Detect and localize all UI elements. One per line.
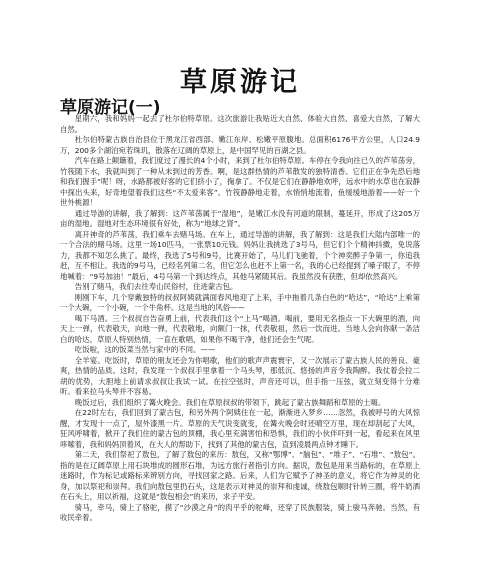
paragraph: 杜尔伯特蒙古族自治县位于黑龙江省西部、嫩江东岸、松嫩平原腹地。总面积6176平方公里，人口24.9万，200多个湖泊宛若珠玑，散落在辽阔的草原上，是中国罕见的百湖之县。 [60, 135, 420, 155]
paragraph: 晚饭过后，我们组织了篝火晚会。我们在草原叔叔的带领下，跳起了蒙古族舞蹈和草原的土嗨。 [74, 397, 386, 407]
paragraph: 全羊宴。吃饭时，草原的朋友还会为你唱歌，他们的歌声声震寰宇，又一次展示了蒙古族人民的善良、豪爽，热情的品质。这时，我发现一个叔叔手里拿着一个马头琴，那低沉、悠扬的声音令我陶醉。我仗着会拉二胡的优势，大胆地上前请求叔叔让我试一试。在拉空弦时，声音还可以，但手指一压弦，就立刻变得十分难听。看来拉马头琴并不容易。 [60, 355, 420, 396]
section-heading: 草原游记(一) [60, 98, 161, 118]
paragraph: 吃饭啦，这的饭菜当然与家中的不同。—— [74, 345, 216, 354]
paragraph: 星期六，我和妈妈一起去了杜尔伯特草原。这次旅游让我贴近大自然、体验大自然、喜爱大自然，了解大自然。 [60, 114, 420, 134]
paragraph: 刚刚下车，几个穿戴独特的叔叔阿姨就满面春风地迎了上来，手中拖着几条白色的“哈达”，“哈达”上乘第一个大碗，一个小碗，一个牛角杯。这是当地的风俗—— [60, 292, 420, 312]
paragraph: 通过导游的讲解，我了解到：这芦苇荡属于“湿地”，是嫩江水没有河道的限制，蔓延开，形成了这205万亩的湿地。湿地对生态环境很有好处，称为“地球之肾”。 [60, 208, 420, 228]
paragraph: 汽车在路上颠簸着，我们度过了漫长的4个小时，来到了杜尔伯特草原。车停在令我向往已久的芦苇荡旁，竹筏随下水，我就叫到了一种从未到过的芳香。啊，是这群热情的芦苇散发的独特清香。它们正在争先恐后地和我们握手“呢！呀，水路都被好客的它们挤小了，掬拿了。不仅是它们在静静地欢呼，远水中的水草也在寂静中探出头来，好奇地望着我们这些“不太爱来客”。竹筏静静地走着，水悄悄地流着，鱼缓缓地游着——好一个世外桃源！ [60, 156, 420, 207]
paragraph: 离开神奇的芦苇荡，我们乘车去赌马场。在车上，通过导游的讲解，我了解到：这是我们大陆内部唯一的一个合法的赌马场。这里一场10匹马，一张票10元钱。妈妈让我挑选了3号马，但它们个个精神抖擞，免说落力，我都不知怎么挑了。最终，我选了5号和9号，比赛开始了，马儿们飞驰着，个个神奕醉子争第一，你追我赶，互不相让。我选的9号马，已经名列第二名，但它怎么也赶不上第一名，我的心已经提到了嗓子眼了，不停地喊着：“9号加油！”最后，4号马第一个到达终点，其他马紧随其后。我虽然没有获胜，但却依然高兴。 [60, 229, 420, 281]
document-title: 草原游记 [180, 67, 300, 98]
paragraph: 骑马，牵马，骑上了骆驼，摸了“沙漠之舟”的肉平乎的驼峰，还穿了民族服装，骑上骏马奔驰。当然，有收民牵着。 [60, 502, 420, 522]
paragraph: 告别了赌马，我们去往寿山民俗村，住进蒙古包。 [74, 282, 238, 291]
paragraph: 第二天，我们祭祀了敖包，了解了敖包的来历：敖包，又称“鄂博”、“脑包”、“堆子”、“石堆”、“敖包”。指的是在辽阔草原上用石块堆成的圆形石堆，为远方旅行者指引方向。据说，敖包是用来当路标的，在草原上迷路时，作为标记或路标来辨别方向，寻找回家之路。后来，人们为它赋予了神圣的意义，将它作为神灵的化身，加以祭祀和崇拜。我们向敖包里扔石头，这是表示对神灵的崇拜和虔诚，绕敖包顺时针转三圈，将牛奶洒在石头上，用以祈福，这就是“敖包相会”的来历，求子平安。 [60, 450, 420, 501]
paragraph: 喝下马酒。三个叔叔自告奋勇上前，代表我们这个“上马”喝酒。喝前，要用无名指点一下大碗里的酒，向天上一弹，代表敬天，向地一弹，代表敬地，向额门一抹，代表敬祖，然后一饮而进。当地人会向你献一条洁白的哈达。草原人特别热情，一直在歌唱，如果你不喝干净，他们还会生气呢。 [60, 313, 420, 344]
paragraph: 在22时左右，我们回到了蒙古包，和另外两个阿姨住在一起，渐渐进入梦乡……忽然，我被呼号的大风惊醒，才发现十一点了，屋外漆黑一片。草原的天气说变就变，在篝火晚会时还晴空万里，现在却刮起了大风，狂风呼啸着，掀开了我们住的蒙古包的顶棚，我心里充满害怕和恐惧，我们的小伙伴吓到一起，看起来在风里哆嗦着，我和妈妈顶着风，在大人的帮助下，找到了其他的蒙古包，直到凌晨两点钟才睡下。 [60, 408, 420, 449]
article-body [60, 114, 420, 524]
